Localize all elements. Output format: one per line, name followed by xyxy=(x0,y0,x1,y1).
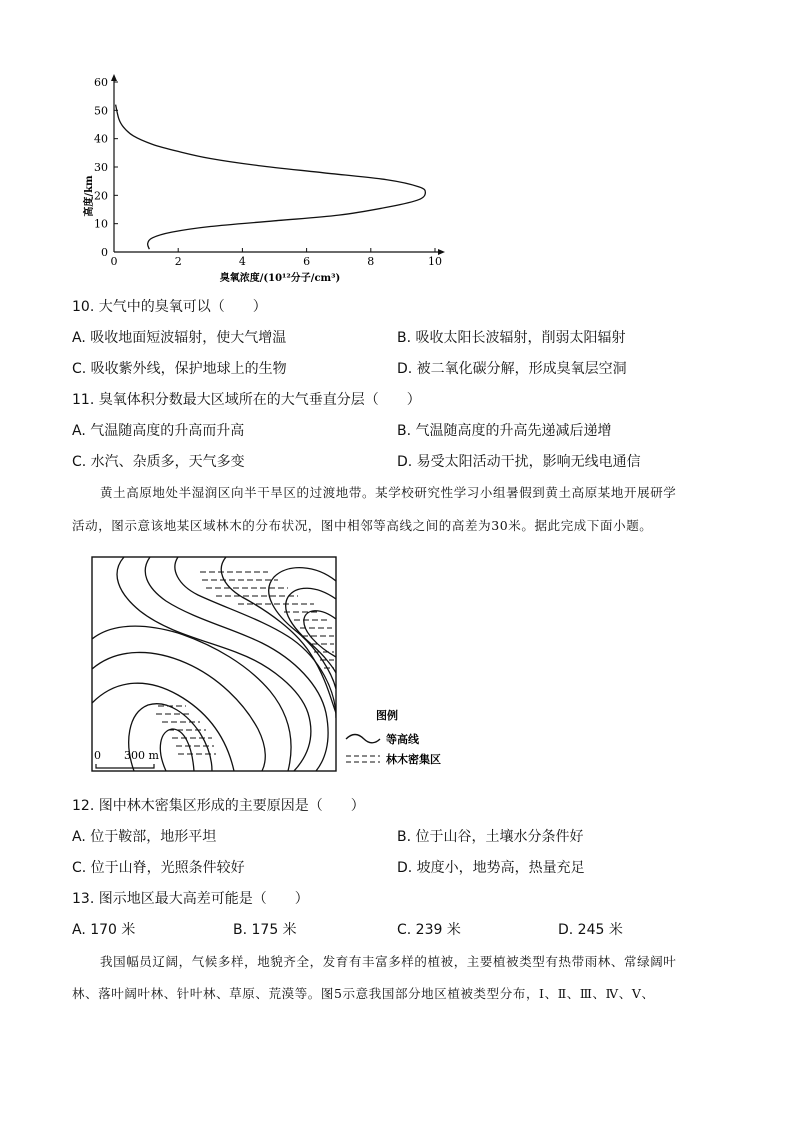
contour-line xyxy=(92,683,234,771)
question-11-option-d: D. 易受太阳活动干扰，影响无线电通信 xyxy=(397,454,641,470)
question-13-option-b: B. 175 米 xyxy=(233,922,297,938)
legend-title: 图例 xyxy=(376,709,398,722)
contour-line xyxy=(160,729,194,771)
question-11-option-a: A. 气温随高度的升高而升高 xyxy=(72,423,245,439)
question-10-option-b: B. 吸收太阳长波辐射，削弱太阳辐射 xyxy=(397,330,626,346)
y-tick-label: 60 xyxy=(94,76,108,89)
passage-2-line-1: 我国幅员辽阔，气候多样，地貌齐全，发育有丰富多样的植被，主要植被类型有热带雨林、常绿阔叶 xyxy=(100,954,677,969)
y-tick-label: 10 xyxy=(94,217,108,231)
legend-contour-symbol xyxy=(346,735,380,743)
contour-line xyxy=(117,557,311,771)
contour-line xyxy=(92,626,291,771)
y-tick-label: 0 xyxy=(101,246,108,259)
contour-map xyxy=(88,553,458,775)
y-tick-label: 50 xyxy=(94,104,108,118)
x-tick-label: 4 xyxy=(238,255,246,268)
question-12-option-a: A. 位于鞍部，地形平坦 xyxy=(72,829,217,845)
legend-forest-symbol xyxy=(346,756,380,762)
question-12-option-b: B. 位于山谷，土壤水分条件好 xyxy=(397,829,584,845)
question-13-option-a: A. 170 米 xyxy=(72,922,136,938)
scale-zero: 0 xyxy=(94,749,101,762)
question-11-stem: 11. 臭氧体积分数最大区域所在的大气垂直分层（ ） xyxy=(72,392,421,408)
y-axis-label: 高度/km xyxy=(84,175,95,217)
ozone-concentration-chart xyxy=(70,72,460,290)
ozone-curve xyxy=(116,105,426,250)
question-13-option-c: C. 239 米 xyxy=(397,922,461,938)
x-tick-label: 6 xyxy=(303,255,311,268)
question-10-option-d: D. 被二氧化碳分解，形成臭氧层空洞 xyxy=(397,361,627,377)
x-tick-label: 8 xyxy=(367,255,375,268)
question-12-option-d: D. 坡度小，地势高，热量充足 xyxy=(397,860,585,876)
scale-label: 300 m xyxy=(124,749,159,762)
question-10-option-a: A. 吸收地面短波辐射，使大气增温 xyxy=(72,330,287,346)
question-11-option-c: C. 水汽、杂质多，天气多变 xyxy=(72,454,245,470)
question-10-option-c: C. 吸收紫外线，保护地球上的生物 xyxy=(72,361,287,377)
contour-line xyxy=(286,588,336,673)
map-legend xyxy=(346,708,441,766)
x-tick-label: 10 xyxy=(428,255,442,268)
x-axis-label: 臭氧浓度/(10¹²分子/cm³) xyxy=(219,273,341,284)
question-12-option-c: C. 位于山脊，光照条件较好 xyxy=(72,860,245,876)
question-12-stem: 12. 图中林木密集区形成的主要原因是（ ） xyxy=(72,798,365,814)
legend-forest-label: 林木密集区 xyxy=(386,753,441,766)
y-axis-arrow xyxy=(111,74,117,81)
question-13-stem: 13. 图示地区最大高差可能是（ ） xyxy=(72,891,309,907)
question-10-stem: 10. 大气中的臭氧可以（ ） xyxy=(72,299,267,315)
passage-1-line-2: 活动，图示意该地某区域林木的分布状况，图中相邻等高线之间的高差为30米。据此完成下面小题。 xyxy=(72,518,653,533)
y-tick-label: 20 xyxy=(94,189,108,203)
question-11-option-b: B. 气温随高度的升高先递减后递增 xyxy=(397,423,612,439)
chart-ticks xyxy=(94,76,442,268)
x-tick-label: 2 xyxy=(174,255,182,268)
y-tick-label: 40 xyxy=(94,132,108,146)
y-tick-label: 30 xyxy=(94,161,108,174)
scale-bar xyxy=(94,749,159,768)
x-tick-label: 0 xyxy=(110,255,118,268)
legend-contour-label: 等高线 xyxy=(386,733,419,746)
passage-1-line-1: 黄土高原地处半湿润区向半干旱区的过渡地带。某学校研究性学习小组暑假到黄土高原某地开展研学 xyxy=(100,485,677,500)
chart-axes xyxy=(111,74,445,255)
question-13-option-d: D. 245 米 xyxy=(558,922,623,938)
passage-2-line-2: 林、落叶阔叶林、针叶林、草原、荒漠等。图5示意我国部分地区植被类型分布，Ⅰ、Ⅱ、Ⅲ、Ⅳ、Ⅴ、 xyxy=(72,986,655,1001)
